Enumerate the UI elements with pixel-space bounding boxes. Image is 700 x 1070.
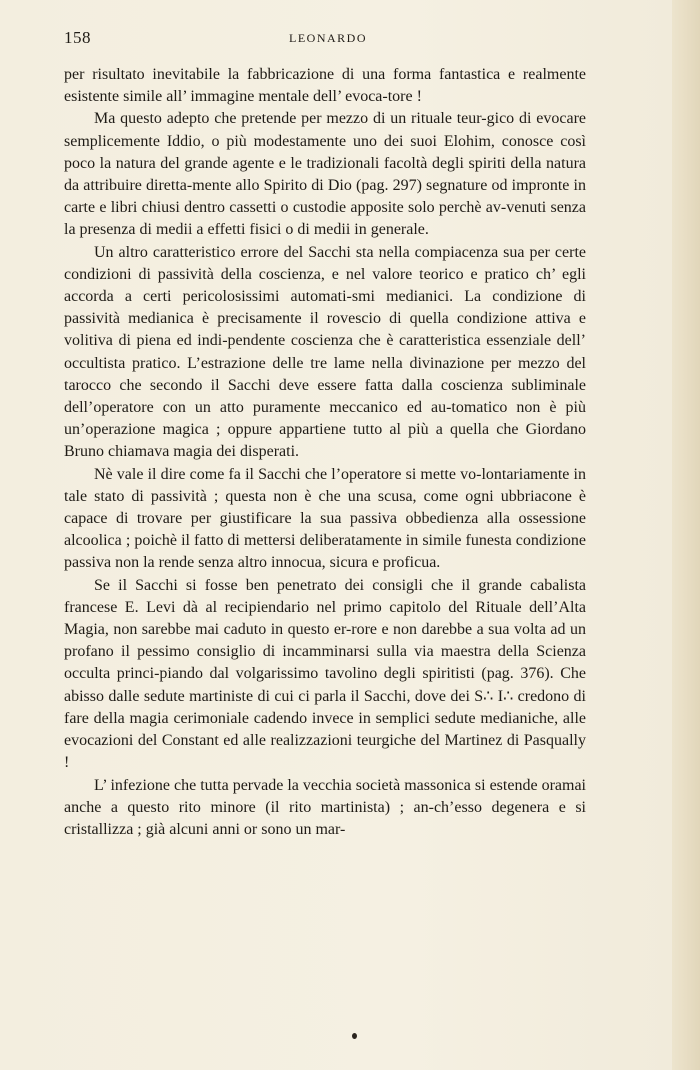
paragraph-6: L’ infezione che tutta pervade la vecchia società massonica si estende oramai anche a questo rito minore (il rito martinista) ; an-ch’esso degenera e si cristallizza ; già alcuni anni or sono un mar- [64, 776, 586, 838]
paragraph-5: Se il Sacchi si fosse ben penetrato dei consigli che il grande cabalista francese E. Levi dà al recipiendario nel primo capitolo del Rituale dell’Alta Magia, non sarebbe mai caduto in questo er-rore e non darebbe a sua volta ad un profano il pessimo consiglio di incamminarsi sulla via maestra della Scienza occulta princi-piando dal volgarissimo tavolino degli spiritisti (pag. 376). Che abisso dalle sedute martiniste di cui ci parla il Sacchi, dove dei S∴ I∴ credono di fare della magia cerimoniale cadendo invece in semplici sedute medianiche, alle evocazioni del Constant ed alle realizzazioni teurgiche del Martinez di Pasqually ! [64, 576, 586, 772]
ink-dot [352, 1033, 357, 1039]
page-number: 158 [64, 28, 91, 47]
paragraph-1: per risultato inevitabile la fabbricazione di una forma fantastica e realmente esistente simile all’ immagine mentale dell’ evoca-tore ! [64, 66, 586, 106]
paragraph-2: Ma questo adepto che pretende per mezzo di un rituale teur-gico di evocare semplicemente Iddio, o più modestamente uno dei suoi Elohim, conosce così poco la natura del grande agente e le tradizionali facoltà degli spiriti della natura da attribuire diretta-mente allo Spirito di Dio (pag. 297) segnature od impronte in carte e libri chiusi dentro cassetti o custodie apposite solo perchè av-venuti senza la presenza di medii a effetti fisici o di medii in generale. [64, 110, 586, 239]
paragraph-4: Nè vale il dire come fa il Sacchi che l’operatore si mette vo-lontariamente in tale stato di passività ; questa non è che una scusa, come ogni ubbriacone è capace di trovare per giustificare la sua passiva obbedienza alla ossessione alcoolica ; poichè il fatto di mettersi deliberatamente in simile funesta condizione passiva non la rende senza altro innocua, sicura e proficua. [64, 465, 586, 572]
running-title: LEONARDO [289, 31, 367, 45]
paragraph-3: Un altro caratteristico errore del Sacchi sta nella compiacenza sua per certe condizioni di passività della coscienza, e nel valore teorico e pratico ch’ egli accorda a certi pericolosissimi automati-smi medianici. La condizione di passività medianica è precisamente il rovescio di quella condizione attiva e volitiva di piena ed indi-pendente coscienza che è caratteristica essenziale dell’ occultista pratico. L’estrazione delle tre lame nella divinazione per mezzo del tarocco che secondo il Sacchi deve essere fatta dalla coscienza subliminale dell’operatore con un atto puramente meccanico ed au-tomatico non è più un’operazione magica ; oppure appartiene tutto al più a quella che Giordano Bruno chiamava magia dei disperati. [64, 243, 586, 461]
page-edge [672, 0, 700, 1070]
body-text [64, 64, 586, 841]
running-head [64, 28, 592, 50]
